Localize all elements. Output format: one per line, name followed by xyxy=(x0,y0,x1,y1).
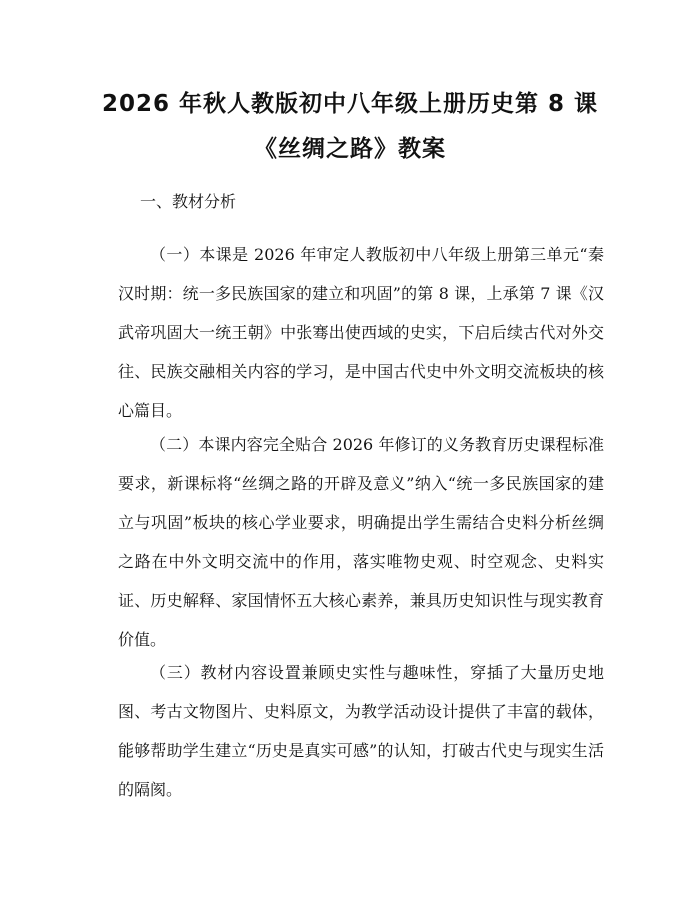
paragraph-2: （二）本课内容完全贴合 2026 年修订的义务教育历史课程标准要求，新课标将“丝绸之路的开辟及意义”纳入“统一多民族国家的建立与巩固”板块的核心学业要求，明确提出学生需结合史料分析丝绸之路在中外文明交流中的作用，落实唯物史观、时空观念、史料实证、历史解释、家国情怀五大核心素养，兼具历史知识性与现实教育价值。 xyxy=(118,435,604,649)
section-heading: 一、教材分析 xyxy=(140,192,237,211)
paragraph-1: （一）本课是 2026 年审定人教版初中八年级上册第三单元“秦汉时期：统一多民族国家的建立和巩固”的第 8 课，上承第 7 课《汉武帝巩固大一统王朝》中张骞出使西域的史实，下启后续古代对外交往、民族交融相关内容的学习，是中国古代史中外文明交流板块的核心篇目。 xyxy=(118,245,604,420)
document-title-line-2: 《丝绸之路》教案 xyxy=(254,136,446,162)
paragraph-3: （三）教材内容设置兼顾史实性与趣味性，穿插了大量历史地图、考古文物图片、史料原文，为教学活动设计提供了丰富的载体，能够帮助学生建立“历史是真实可感”的认知，打破古代史与现实生活的隔阂。 xyxy=(118,663,604,799)
document-title-line-1: 2026 年秋人教版初中八年级上册历史第 8 课 xyxy=(101,91,599,117)
